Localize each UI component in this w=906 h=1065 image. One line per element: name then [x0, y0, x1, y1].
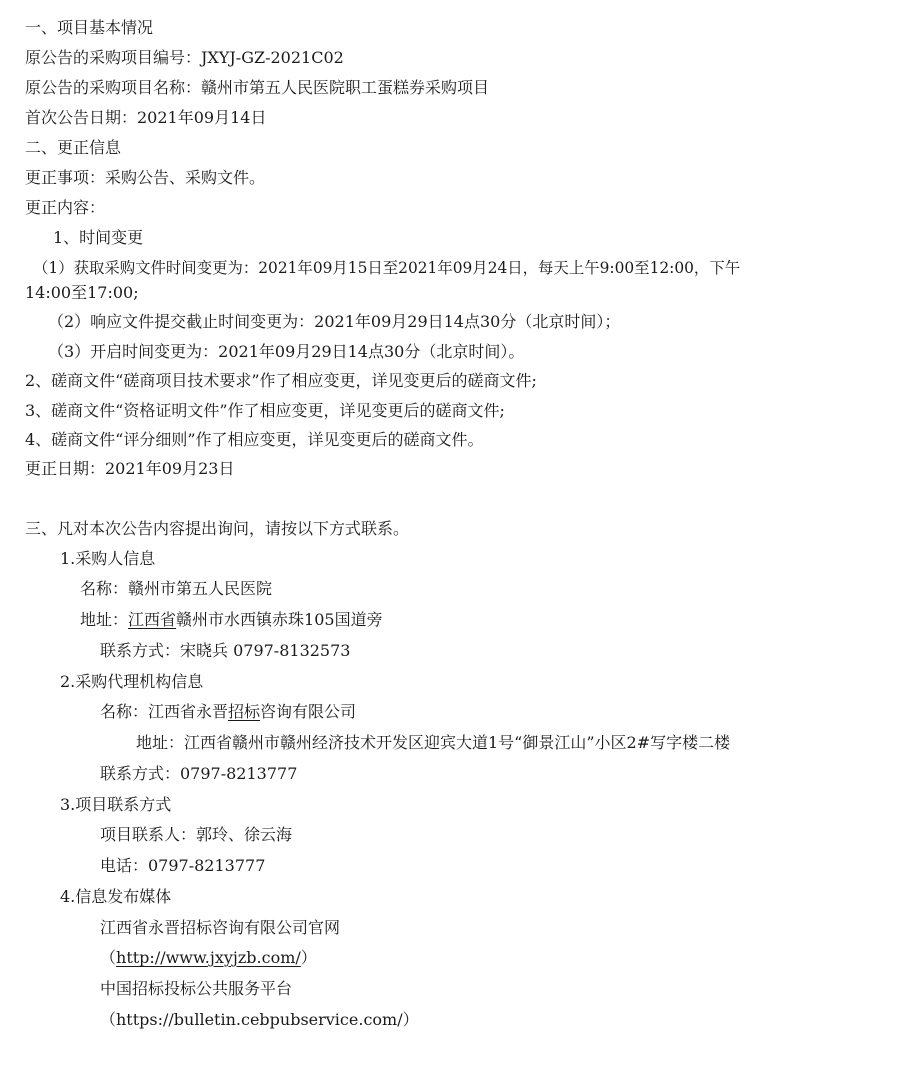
section3-heading: 三、凡对本次公告内容提出询问，请按以下方式联系。 [25, 519, 410, 538]
time-change-1a: （1）获取采购文件时间变更为：2021年09月15日至2021年09月24日，每天上午9:00至12:00，下午 [33, 259, 741, 277]
media-site2-url: （https://bulletin.cebpubservice.com/） [100, 1010, 419, 1029]
media-site2-name: 中国招标投标公共服务平台 [100, 979, 293, 998]
change-item-4: 4、磋商文件“评分细则”作了相应变更，详见变更后的磋商文件。 [25, 430, 484, 449]
agency-name-suffix: 咨询有限公司 [260, 702, 357, 721]
time-change-heading: 1、时间变更 [53, 228, 144, 247]
agency-name [100, 702, 356, 722]
project-name: 原公告的采购项目名称：赣州市第五人民医院职工蛋糕券采购项目 [25, 78, 490, 97]
section2-heading: 二、更正信息 [25, 138, 122, 157]
media-site1-close-paren: ） [300, 948, 317, 967]
purchaser-address-label: 地址： [80, 610, 129, 629]
correction-content-label: 更正内容： [25, 198, 106, 217]
correction-items: 更正事项：采购公告、采购文件。 [25, 168, 266, 187]
change-item-2: 2、磋商文件“磋商项目技术要求”作了相应变更，详见变更后的磋商文件; [25, 371, 537, 390]
agency-contact: 联系方式：0797-8213777 [100, 764, 298, 783]
purchaser-name: 名称：赣州市第五人民医院 [80, 579, 273, 598]
agency-heading: 2.采购代理机构信息 [60, 672, 204, 691]
time-change-3: （3）开启时间变更为：2021年09月29日14点30分（北京时间）。 [48, 342, 525, 361]
project-contact-person: 项目联系人：郭玲、徐云海 [100, 825, 293, 844]
time-change-2: （2）响应文件提交截止时间变更为：2021年09月29日14点30分（北京时间）； [48, 312, 621, 331]
media-heading: 4.信息发布媒体 [60, 887, 172, 906]
project-contact-heading: 3.项目联系方式 [60, 795, 172, 814]
purchaser-heading: 1.采购人信息 [60, 549, 156, 568]
first-announcement-date: 首次公告日期：2021年09月14日 [25, 108, 267, 127]
media-site1-url-line [100, 948, 317, 968]
agency-name-underlined: 招标 [228, 702, 261, 721]
agency-address: 地址：江西省赣州市赣州经济技术开发区迎宾大道1号“御景江山”小区2#写字楼二楼 [136, 733, 731, 752]
correction-date: 更正日期：2021年09月23日 [25, 459, 235, 478]
project-number: 原公告的采购项目编号：JXYJ-GZ-2021C02 [25, 48, 344, 67]
purchaser-address-rest: 赣州市水西镇赤珠105国道旁 [176, 610, 383, 629]
change-item-3: 3、磋商文件“资格证明文件”作了相应变更，详见变更后的磋商文件; [25, 401, 505, 420]
section1-heading: 一、项目基本情况 [25, 18, 154, 37]
media-site1-open-paren: （ [100, 948, 117, 967]
time-change-1b: 14:00至17:00; [25, 283, 139, 302]
project-contact-phone: 电话：0797-8213777 [100, 856, 266, 875]
purchaser-address [80, 610, 383, 630]
media-site1-link[interactable]: http://www.jxyjzb.com/ [116, 948, 301, 967]
purchaser-contact: 联系方式：宋晓兵 0797-8132573 [100, 641, 351, 660]
media-site1-name: 江西省永晋招标咨询有限公司官网 [100, 918, 341, 937]
purchaser-address-province: 江西省 [128, 610, 177, 629]
agency-name-prefix: 名称：江西省永晋 [100, 702, 229, 721]
